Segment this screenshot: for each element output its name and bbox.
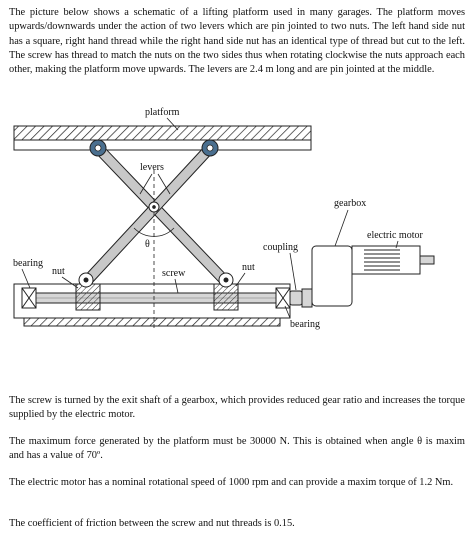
base-frame <box>14 284 290 326</box>
levers-label: levers <box>140 162 164 173</box>
paragraph-friction: The coefficient of friction between the screw and nut threads is 0.15. <box>9 518 295 529</box>
theta-label: θ <box>145 239 150 250</box>
right-bearing <box>276 288 290 308</box>
left-nut <box>76 284 100 310</box>
nut-right-label: nut <box>242 262 255 273</box>
gearbox-label: gearbox <box>334 198 367 209</box>
coupling-label: coupling <box>263 242 298 253</box>
lifting-platform-schematic <box>0 96 473 336</box>
nut-left-label: nut <box>52 266 65 277</box>
right-nut <box>214 284 238 310</box>
bearing-right-label: bearing <box>290 319 320 330</box>
gearbox <box>312 246 352 306</box>
platform <box>14 126 311 150</box>
bearing-left-label: bearing <box>13 258 43 269</box>
platform-label: platform <box>145 107 180 118</box>
electric-motor-label: electric motor <box>367 230 423 241</box>
left-bearing <box>22 288 36 308</box>
electric-motor <box>352 246 434 274</box>
screw-shaft <box>36 293 298 303</box>
paragraph-gearbox: The screw is turned by the exit shaft of a gearbox, which provides reduced gear ratio and increases the torque supplied by the electric motor. <box>9 395 465 421</box>
intro-paragraph: The picture below shows a schematic of a lifting platform used in many garages. The platform moves upwards/downwards under the action of two levers which are pin jointed to two nuts. The left hand side nut has a square, right hand thread while the right hand side nut has an identical type of thread but cut to the left. The screw has thread to match the nuts on the two sides thus when rotating clockwise the nuts approach each other, making the platform move upwards. The levers are 2.4 m long and are pin jointed at the middle. <box>9 7 465 76</box>
coupling <box>290 289 312 307</box>
paragraph-max-force: The maximum force generated by the platform must be 30000 N. This is obtained when angle θ is maxim and has a value of 70º. <box>9 436 465 462</box>
screw-label: screw <box>162 268 186 279</box>
paragraph-motor: The electric motor has a nominal rotational speed of 1000 rpm and can provide a maxim torque of 1.2 Nm. <box>9 477 454 488</box>
